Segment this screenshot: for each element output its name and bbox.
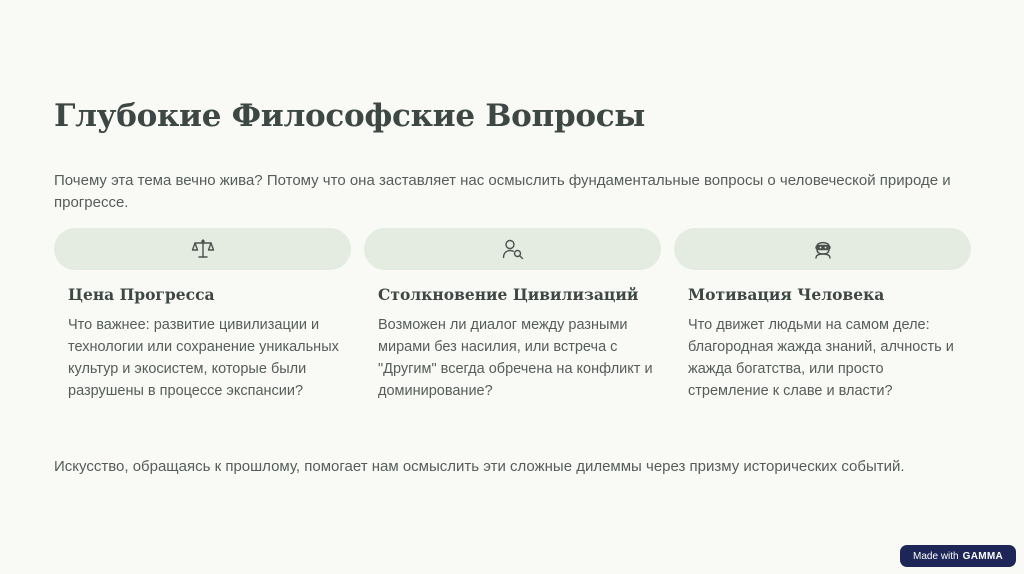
card-title: Столкновение Цивилизаций	[378, 285, 639, 304]
scales-icon	[191, 237, 215, 261]
card-text: Что движет людьми на самом деле: благородная жажда знаний, алчность и жажда богатства, или просто стремление к славе и власти?	[688, 317, 954, 399]
card-progress-cost	[54, 228, 351, 402]
thief-mask-icon	[811, 237, 835, 261]
cards-row	[54, 228, 971, 448]
gamma-logo: GAMMA	[962, 550, 1003, 562]
card-title: Мотивация Человека	[688, 285, 885, 304]
card-icon-pill	[674, 228, 971, 270]
card-human-motivation	[674, 228, 971, 402]
card-text: Что важнее: развитие цивилизации и технологии или сохранение уникальных культур и экосистем, которые были разрушены в процессе экспансии?	[68, 317, 339, 399]
page-title: Глубокие Философские Вопросы	[54, 98, 646, 134]
intro-paragraph: Почему эта тема вечно жива? Потому что она заставляет нас осмыслить фундаментальные вопросы о человеческой природе и прогрессе.	[54, 172, 951, 211]
made-with-gamma-badge[interactable]	[900, 545, 1016, 567]
badge-prefix: Made with	[913, 550, 959, 562]
card-icon-pill	[54, 228, 351, 270]
card-text: Возможен ли диалог между разными мирами без насилия, или встреча с "Другим" всегда обречена на конфликт и доминирование?	[378, 317, 653, 399]
outro-paragraph: Искусство, обращаясь к прошлому, помогает нам осмыслить эти сложные дилеммы через призму исторических событий.	[54, 458, 905, 475]
slide	[54, 0, 974, 574]
person-search-icon	[501, 237, 525, 261]
card-civilization-clash	[364, 228, 661, 402]
card-title: Цена Прогресса	[68, 285, 215, 304]
card-icon-pill	[364, 228, 661, 270]
